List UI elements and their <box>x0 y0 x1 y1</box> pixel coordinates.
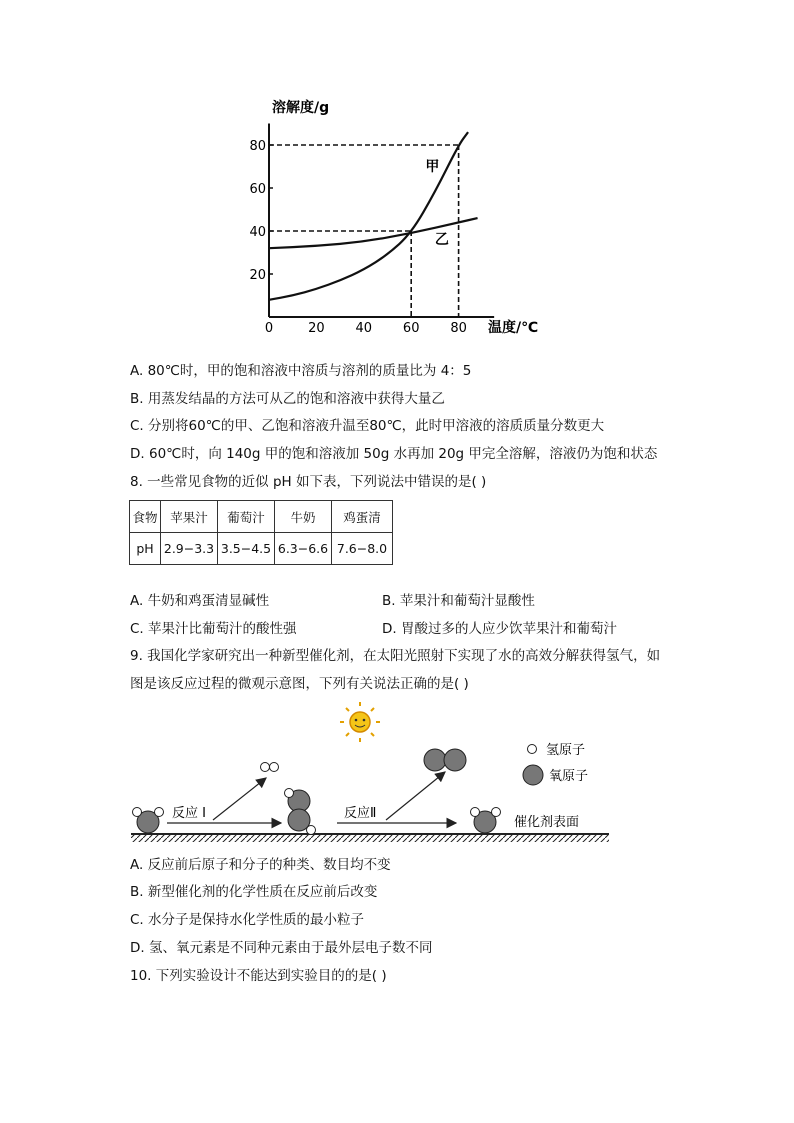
q9-option-c: C. 水分子是保持水化学性质的最小粒子 <box>130 912 365 928</box>
catalyst-surface-label: 催化剂表面 <box>514 815 580 830</box>
q8-option-a: A. 牛奶和鸡蛋清显碱性 <box>130 593 270 609</box>
q7-option-d: D. 60℃时，向 140g 甲的饱和溶液加 50g 水再加 20g 甲完全溶解，溶液仍为饱和状态 <box>130 446 658 462</box>
q7-option-c: C. 分别将60℃的甲、乙饱和溶液升温至80℃，此时甲溶液的溶质质量分数更大 <box>130 418 605 434</box>
legend-hydrogen: 氢原子 <box>546 743 586 758</box>
q8-option-d: D. 胃酸过多的人应少饮苹果汁和葡萄汁 <box>382 621 617 637</box>
reaction-2-label: 反应Ⅱ <box>344 806 377 821</box>
q8-stem: 8. 一些常见食物的近似 pH 如下表，下列说法中错误的是( ) <box>130 474 487 490</box>
y-tick-label: 40 <box>249 225 266 240</box>
oxygen-molecule <box>424 749 466 771</box>
table-header-cell: 苹果汁 <box>161 501 218 533</box>
table-header-cell: 食物 <box>130 501 161 533</box>
arrow-up <box>386 772 445 820</box>
x-axis-label: 温度/℃ <box>488 320 539 336</box>
water-molecule <box>133 808 164 834</box>
x-tick-label: 60 <box>402 321 420 336</box>
series-label: 甲 <box>425 158 440 175</box>
oxygen-atom-icon <box>523 765 543 785</box>
legend-oxygen: 氧原子 <box>549 769 589 784</box>
reaction-diagram <box>125 700 615 850</box>
table-header-cell: 葡萄汁 <box>218 501 275 533</box>
intermediate-molecules <box>285 789 316 835</box>
catalyst-surface <box>131 834 609 842</box>
reaction-1-label: 反应 I <box>172 806 206 821</box>
y-tick-label: 80 <box>249 139 266 154</box>
hydrogen-molecule <box>261 763 279 772</box>
x-tick-label: 80 <box>450 321 467 336</box>
table-cell: pH <box>130 533 161 565</box>
legend <box>523 743 588 785</box>
table-cell: 6.3−6.6 <box>275 533 332 565</box>
hydrogen-atom-icon <box>528 745 537 754</box>
q9-option-b: B. 新型催化剂的化学性质在反应前后改变 <box>130 884 378 900</box>
x-tick-label: 0 <box>264 321 274 336</box>
q9-stem-line1: 9. 我国化学家研究出一种新型催化剂，在太阳光照射下实现了水的高效分解获得氢气，如 <box>130 648 661 664</box>
ph-table <box>129 500 393 565</box>
water-molecule <box>471 808 501 834</box>
table-cell: 2.9−3.3 <box>161 533 218 565</box>
table-cell: 3.5−4.5 <box>218 533 275 565</box>
q7-option-a: A. 80℃时，甲的饱和溶液中溶质与溶剂的质量比为 4：5 <box>130 363 472 379</box>
table-cell: 7.6−8.0 <box>332 533 393 565</box>
y-axis-label: 溶解度/g <box>272 100 330 116</box>
y-tick-label: 60 <box>249 182 266 197</box>
table-header-cell: 鸡蛋清 <box>332 501 393 533</box>
x-tick-label: 20 <box>308 321 325 336</box>
q9-option-a: A. 反应前后原子和分子的种类、数目均不变 <box>130 857 391 873</box>
x-tick-label: 40 <box>355 321 373 336</box>
sun-icon <box>340 702 380 742</box>
table-row <box>130 501 393 533</box>
solubility-chart <box>240 92 560 342</box>
table-row <box>130 533 393 565</box>
series-label: 乙 <box>434 231 449 248</box>
q8-option-c: C. 苹果汁比葡萄汁的酸性强 <box>130 621 297 637</box>
q9-stem-line2: 图是该反应过程的微观示意图，下列有关说法正确的是( ) <box>130 676 469 692</box>
q10-stem: 10. 下列实验设计不能达到实验目的的是( ) <box>130 968 387 984</box>
q9-option-d: D. 氢、氧元素是不同种元素由于最外层电子数不同 <box>130 940 433 956</box>
table-header-cell: 牛奶 <box>275 501 332 533</box>
y-tick-label: 20 <box>249 268 266 283</box>
q8-option-b: B. 苹果汁和葡萄汁显酸性 <box>382 593 535 609</box>
series-line-jia <box>269 132 468 300</box>
arrow-up <box>213 778 266 820</box>
q7-option-b: B. 用蒸发结晶的方法可从乙的饱和溶液中获得大量乙 <box>130 391 445 407</box>
